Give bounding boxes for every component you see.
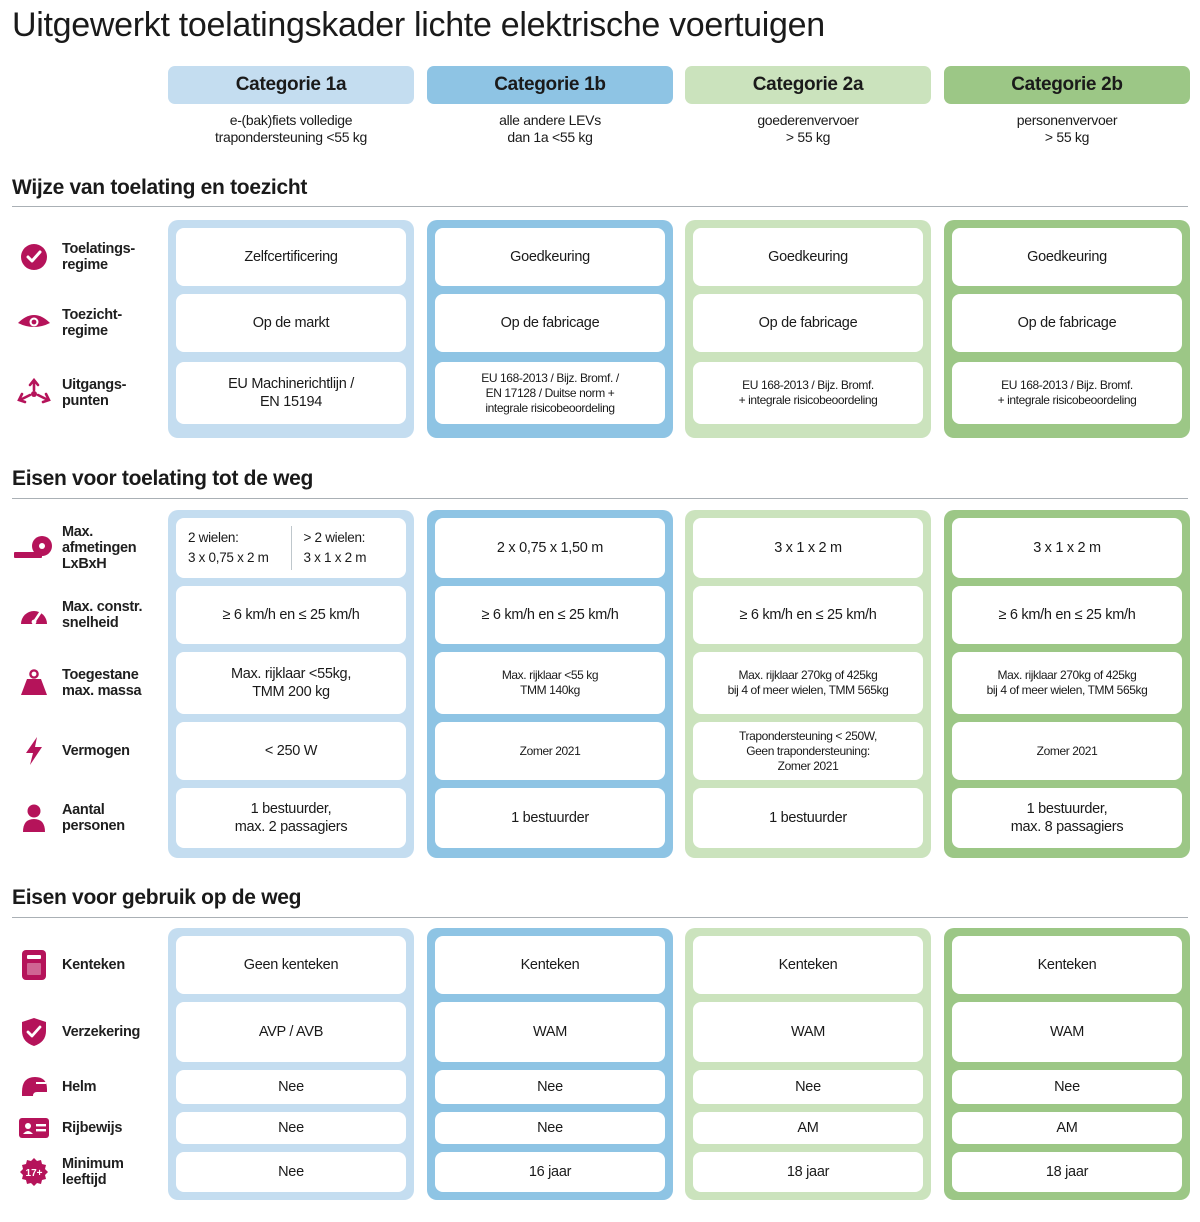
speedometer-icon — [14, 600, 54, 630]
table-cell: Goedkeuring — [693, 228, 923, 286]
helmet-icon — [14, 1072, 54, 1102]
category-desc-2a: goederenvervoer > 55 kg — [757, 112, 859, 145]
table-cell: 16 jaar — [435, 1152, 665, 1192]
table-cell: Zelfcertificering — [176, 228, 406, 286]
row-label-text: Helm — [62, 1079, 97, 1095]
row-label — [14, 294, 164, 352]
row-label — [14, 1152, 164, 1192]
section-divider — [12, 206, 1188, 207]
table-cell — [176, 518, 406, 578]
row-label — [14, 362, 164, 424]
table-cell: Nee — [952, 1070, 1182, 1104]
table-cell: Op de fabricage — [952, 294, 1182, 352]
table-cell: < 250 W — [176, 722, 406, 780]
person-icon — [14, 803, 54, 833]
table-cell: EU 168-2013 / Bijz. Bromf. + integrale risicobeoordeling — [693, 362, 923, 424]
table-cell: Nee — [435, 1112, 665, 1144]
category-name: Categorie 2b — [1011, 74, 1123, 95]
table-cell: AM — [952, 1112, 1182, 1144]
table-cell: Geen kenteken — [176, 936, 406, 994]
table-cell: EU Machinerichtlijn / EN 15194 — [176, 362, 406, 424]
row-label-text: Aantal personen — [62, 802, 125, 834]
panel-section3-col1 — [168, 928, 414, 1200]
category-name: Categorie 1a — [235, 74, 347, 95]
row-label-text: Max. afmetingen LxBxH — [62, 524, 137, 572]
row-label — [14, 936, 164, 994]
row-label — [14, 586, 164, 644]
category-desc-1b: alle andere LEVs dan 1a <55 kg — [499, 112, 601, 145]
table-cell: Kenteken — [952, 936, 1182, 994]
row-label-text: Kenteken — [62, 957, 125, 973]
shield-check-icon — [14, 1017, 54, 1047]
table-cell: AM — [693, 1112, 923, 1144]
row-label-text: Minimum leeftijd — [62, 1156, 124, 1188]
row-label-text: Toegestane max. massa — [62, 667, 142, 699]
category-header-1a — [168, 66, 414, 104]
table-cell: 18 jaar — [693, 1152, 923, 1192]
panel-section2-col4 — [944, 510, 1190, 858]
table-cell: 1 bestuurder — [435, 788, 665, 848]
table-cell: AVP / AVB — [176, 1002, 406, 1062]
table-cell: Zomer 2021 — [435, 722, 665, 780]
table-cell: Zomer 2021 — [952, 722, 1182, 780]
table-cell: Nee — [693, 1070, 923, 1104]
row-label — [14, 652, 164, 714]
row-label — [14, 1070, 164, 1104]
table-cell: ≥ 6 km/h en ≤ 25 km/h — [435, 586, 665, 644]
table-cell: 2 x 0,75 x 1,50 m — [435, 518, 665, 578]
category-desc-1a: e-(bak)fiets volledige trapondersteuning <55 kg — [215, 112, 367, 145]
table-cell: Trapondersteuning < 250W, Geen trapondersteuning: Zomer 2021 — [693, 722, 923, 780]
panel-section1-col4 — [944, 220, 1190, 438]
table-cell: Op de fabricage — [693, 294, 923, 352]
table-cell: EU 168-2013 / Bijz. Bromf. + integrale risicobeoordeling — [952, 362, 1182, 424]
table-cell: ≥ 6 km/h en ≤ 25 km/h — [693, 586, 923, 644]
section-title: Eisen voor gebruik op de weg — [12, 886, 302, 909]
section-title: Eisen voor toelating tot de weg — [12, 467, 314, 490]
row-label — [14, 722, 164, 780]
panel-section3-col2 — [427, 928, 673, 1200]
category-name: Categorie 2a — [752, 74, 864, 95]
category-name: Categorie 1b — [494, 74, 606, 95]
table-cell: Max. rijklaar <55 kg TMM 140kg — [435, 652, 665, 714]
table-cell: Op de markt — [176, 294, 406, 352]
table-cell: Max. rijklaar 270kg of 425kg bij 4 of meer wielen, TMM 565kg — [693, 652, 923, 714]
table-cell: WAM — [435, 1002, 665, 1062]
row-label-text: Uitgangs- punten — [62, 377, 127, 409]
panel-section1-col1 — [168, 220, 414, 438]
row-label-text: Toelatings- regime — [62, 241, 135, 273]
table-cell: Max. rijklaar <55kg, TMM 200 kg — [176, 652, 406, 714]
age-badge-text: 17+ — [25, 1168, 43, 1179]
section-divider — [12, 917, 1188, 918]
row-label — [14, 518, 164, 578]
panel-section2-col1 — [168, 510, 414, 858]
table-cell: 1 bestuurder — [693, 788, 923, 848]
page-title: Uitgewerkt toelatingskader lichte elektrische voertuigen — [12, 6, 825, 44]
panel-section3-col3 — [685, 928, 931, 1200]
row-label-text: Rijbewijs — [62, 1120, 123, 1136]
checkmark-badge-icon — [14, 242, 54, 272]
age-17-icon — [14, 1157, 54, 1187]
table-cell: Nee — [176, 1152, 406, 1192]
table-cell: ≥ 6 km/h en ≤ 25 km/h — [952, 586, 1182, 644]
category-header-1b — [427, 66, 673, 104]
panel-section2-col3 — [685, 510, 931, 858]
category-desc-2b: personenvervoer > 55 kg — [1016, 112, 1118, 145]
table-cell: EU 168-2013 / Bijz. Bromf. / EN 17128 / Duitse norm + integrale risicobeoordeling — [435, 362, 665, 424]
weight-icon — [14, 668, 54, 698]
table-cell: Kenteken — [693, 936, 923, 994]
table-cell: Op de fabricage — [435, 294, 665, 352]
table-cell: 18 jaar — [952, 1152, 1182, 1192]
category-header-2a — [685, 66, 931, 104]
tape-measure-icon — [14, 533, 54, 563]
row-label — [14, 228, 164, 286]
table-cell: 1 bestuurder, max. 8 passagiers — [952, 788, 1182, 848]
arrows-out-icon — [14, 378, 54, 408]
table-cell: Kenteken — [435, 936, 665, 994]
row-label-text: Verzekering — [62, 1024, 141, 1040]
cell-half-more-wheels: > 2 wielen: 3 x 1 x 2 m — [303, 530, 367, 565]
panel-section2-col2 — [427, 510, 673, 858]
category-header-2b — [944, 66, 1190, 104]
section-title: Wijze van toelating en toezicht — [12, 176, 308, 199]
row-label — [14, 788, 164, 848]
table-cell: Max. rijklaar 270kg of 425kg bij 4 of meer wielen, TMM 565kg — [952, 652, 1182, 714]
table-cell: 3 x 1 x 2 m — [952, 518, 1182, 578]
lightning-icon — [14, 736, 54, 766]
row-label-text: Vermogen — [62, 743, 130, 759]
license-plate-icon — [14, 950, 54, 980]
table-cell: WAM — [693, 1002, 923, 1062]
table-cell: Goedkeuring — [435, 228, 665, 286]
table-cell: 3 x 1 x 2 m — [693, 518, 923, 578]
cell-half-two-wheels: 2 wielen: 3 x 0,75 x 2 m — [188, 530, 269, 565]
table-cell: ≥ 6 km/h en ≤ 25 km/h — [176, 586, 406, 644]
section-divider — [12, 498, 1188, 499]
eye-icon — [14, 308, 54, 338]
row-label-text: Toezicht- regime — [62, 307, 122, 339]
row-label-text: Max. constr. snelheid — [62, 599, 143, 631]
table-cell: Nee — [176, 1112, 406, 1144]
row-label — [14, 1002, 164, 1062]
panel-section1-col3 — [685, 220, 931, 438]
id-card-icon — [14, 1113, 54, 1143]
panel-section3-col4 — [944, 928, 1190, 1200]
table-cell: Nee — [176, 1070, 406, 1104]
panel-section1-col2 — [427, 220, 673, 438]
table-cell: 1 bestuurder, max. 2 passagiers — [176, 788, 406, 848]
table-cell: Goedkeuring — [952, 228, 1182, 286]
table-cell: Nee — [435, 1070, 665, 1104]
row-label — [14, 1112, 164, 1144]
table-cell: WAM — [952, 1002, 1182, 1062]
